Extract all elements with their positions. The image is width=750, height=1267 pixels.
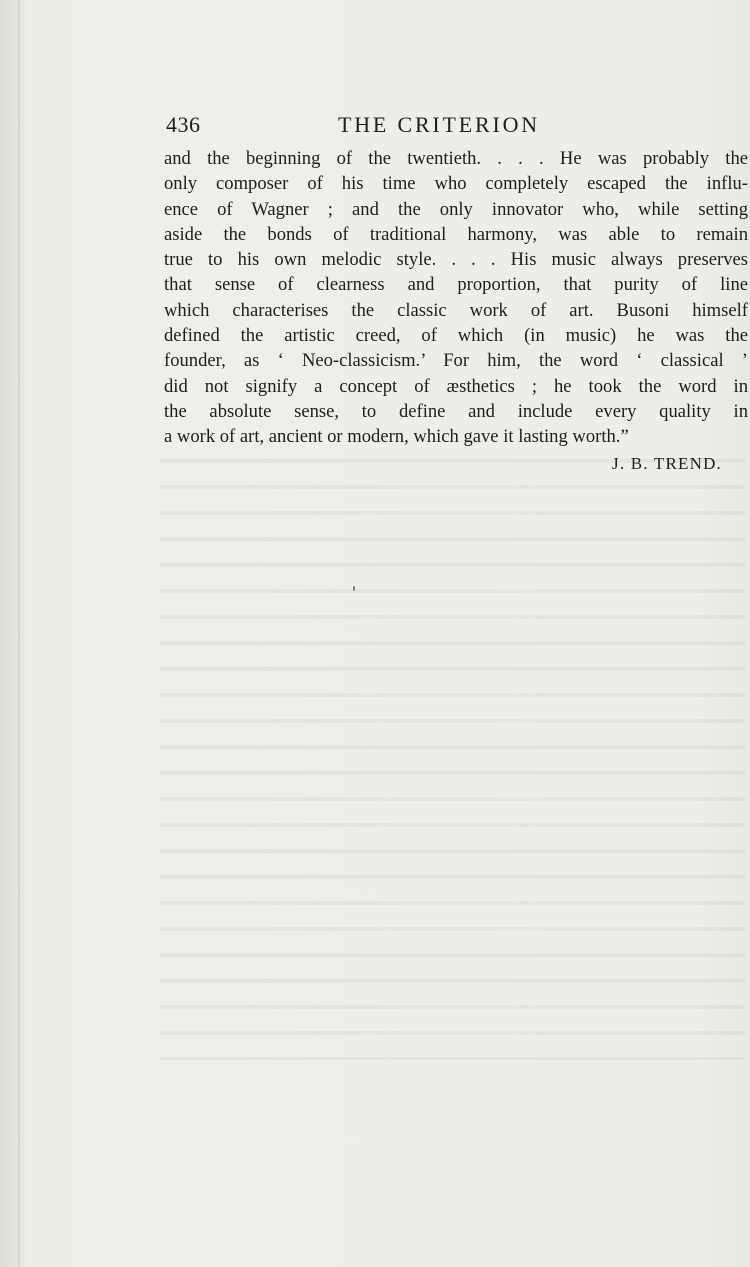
text-line: a work of art, ancient or modern, which gave it lasting worth.” — [164, 426, 629, 448]
text-line: true to his own melodic style. . . . His music always preserves — [164, 249, 748, 271]
text-line: defined the artistic creed, of which (in music) he was the — [164, 325, 748, 347]
running-head — [164, 112, 748, 146]
text-line: and the beginning of the twentieth. . . . He was probably the — [164, 148, 748, 169]
binding-fold — [18, 0, 20, 1267]
text-line: founder, as ‘ Neo-classicism.’ For him, the word ‘ classical ’ — [164, 350, 748, 372]
page-number: 436 — [166, 112, 201, 137]
text-line: only composer of his time who completely escaped the influ- — [164, 173, 748, 195]
text-block — [164, 112, 748, 475]
text-line: the absolute sense, to define and include every quality in — [164, 400, 748, 422]
ink-speck — [353, 586, 355, 591]
body-paragraph — [164, 146, 748, 450]
text-line: that sense of clearness and proportion, that purity of line — [164, 274, 748, 296]
journal-title: THE CRITERION — [338, 112, 540, 137]
author-signature: J. B. TREND. — [612, 453, 722, 473]
bleed-through-text — [160, 450, 745, 1060]
text-line: aside the bonds of traditional harmony, was able to remain — [164, 223, 748, 245]
text-line: did not signify a concept of æsthetics ; he took the word in — [164, 375, 748, 397]
text-line: ence of Wagner ; and the only innovator who, while setting — [164, 198, 748, 220]
text-line: which characterises the classic work of art. Busoni himself — [164, 299, 748, 321]
page-edge — [0, 0, 26, 1267]
